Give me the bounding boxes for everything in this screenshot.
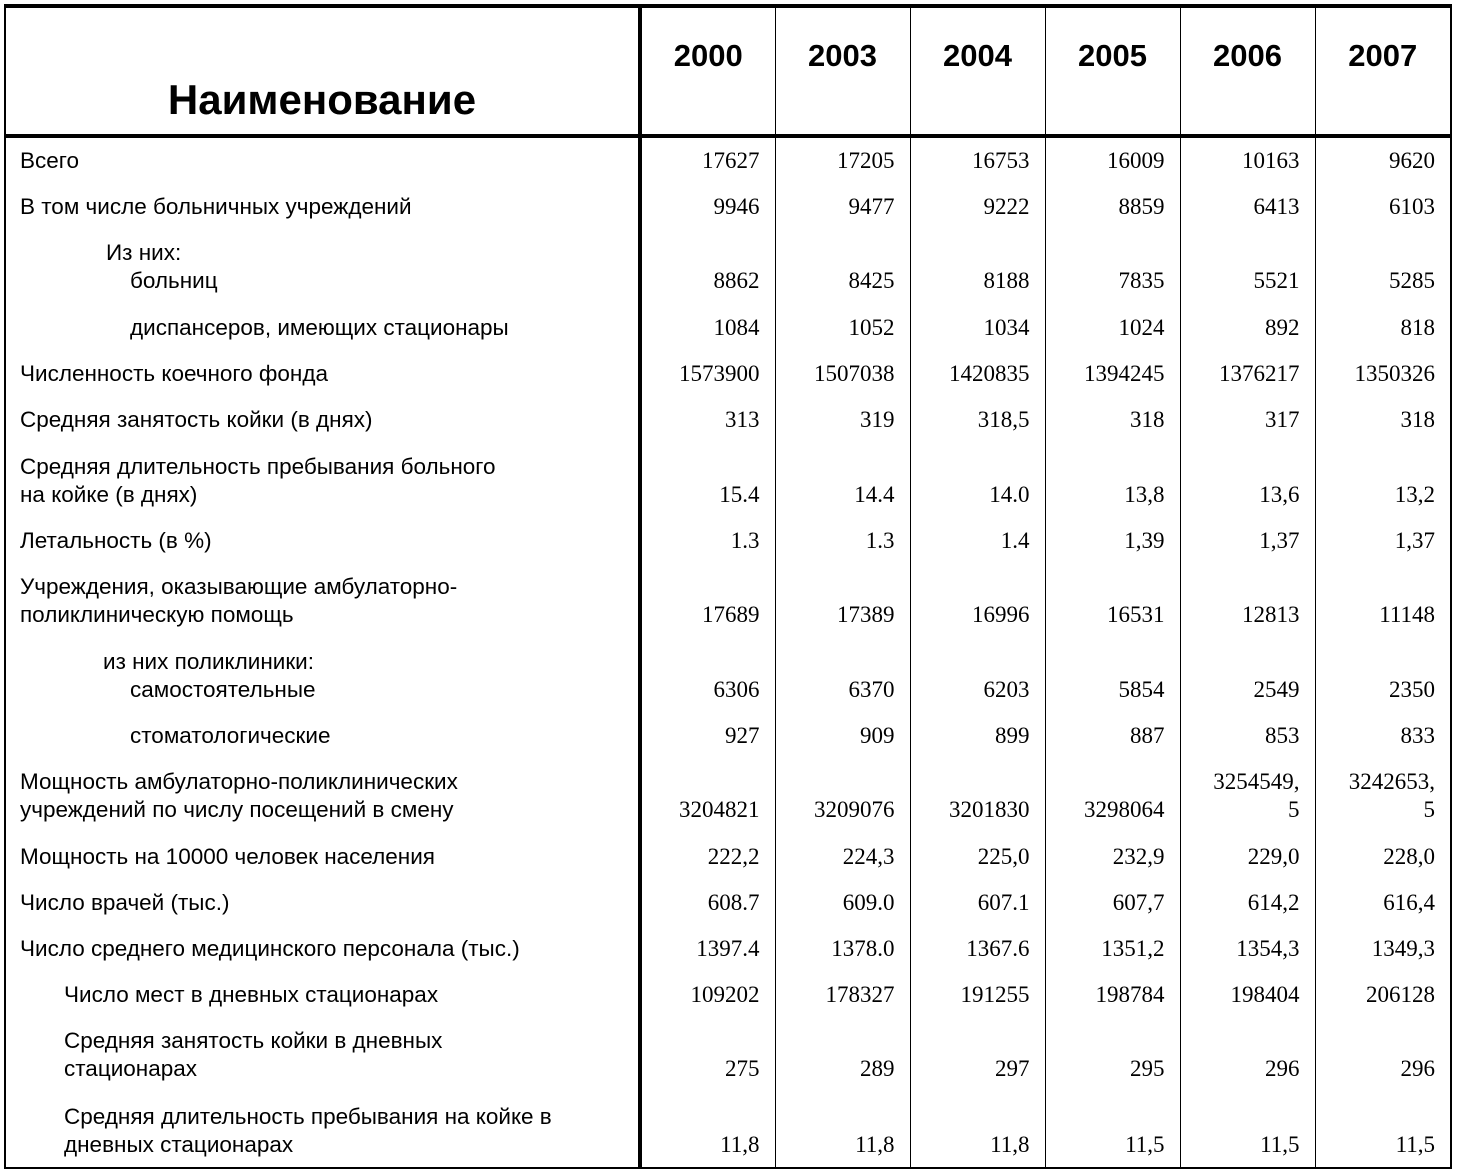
table-cell: 11,5 bbox=[1045, 1091, 1180, 1168]
table-cell bbox=[1315, 758, 1451, 832]
table-cell: 191255 bbox=[910, 971, 1045, 1017]
table-cell: 616,4 bbox=[1383, 890, 1435, 915]
row-label: Число среднего медицинского персонала (тыс.) bbox=[5, 925, 640, 971]
table-row bbox=[5, 563, 1451, 637]
table-cell: 909 bbox=[775, 712, 910, 758]
table-row bbox=[5, 1091, 1451, 1168]
table-cell: 198404 bbox=[1180, 971, 1315, 1017]
table-cell: 609.0 bbox=[775, 879, 910, 925]
year-header-2007: 2007 bbox=[1315, 6, 1451, 136]
table-cell: 296 bbox=[1180, 1017, 1315, 1091]
table-cell: 11,5 bbox=[1180, 1091, 1315, 1168]
table-cell: 17689 bbox=[640, 563, 775, 637]
table-row bbox=[5, 442, 1451, 517]
table-cell: 1.4 bbox=[910, 517, 1045, 563]
table-cell: 608.7 bbox=[640, 879, 775, 925]
year-header-2003: 2003 bbox=[775, 6, 910, 136]
row-label-main: больниц bbox=[130, 268, 218, 293]
row-label-line-1: Средняя длительность пребывания на койке в bbox=[64, 1104, 552, 1129]
table-cell: 3209076 bbox=[775, 758, 910, 832]
row-label: Всего bbox=[5, 136, 640, 183]
table-cell: 16996 bbox=[910, 563, 1045, 637]
table-cell: 17627 bbox=[640, 136, 775, 183]
table-cell: 319 bbox=[775, 396, 910, 442]
table-cell: 225,0 bbox=[910, 832, 1045, 879]
table-cell: 614,2 bbox=[1180, 879, 1315, 925]
table-cell: 1367.6 bbox=[910, 925, 1045, 971]
table-cell: 1397.4 bbox=[640, 925, 775, 971]
table-cell: 10163 bbox=[1180, 136, 1315, 183]
table-cell: 198784 bbox=[1045, 971, 1180, 1017]
table-cell: 818 bbox=[1400, 315, 1435, 340]
table-cell: 224,3 bbox=[775, 832, 910, 879]
table-cell: 222,2 bbox=[640, 832, 775, 879]
table-cell: 275 bbox=[640, 1017, 775, 1091]
table-cell: 109202 bbox=[640, 971, 775, 1017]
table-cell: 17205 bbox=[775, 136, 910, 183]
row-label-line-2: на койке (в днях) bbox=[20, 482, 198, 507]
cell-value-line-2: 5 bbox=[1288, 797, 1300, 822]
table-row bbox=[5, 136, 1451, 183]
table-cell: 11,8 bbox=[910, 1091, 1045, 1168]
table-cell: 6370 bbox=[775, 637, 910, 712]
table-cell: 295 bbox=[1045, 1017, 1180, 1091]
table-row bbox=[5, 350, 1451, 396]
table-cell: 6103 bbox=[1389, 194, 1435, 219]
table-cell: 313 bbox=[640, 396, 775, 442]
row-label: Число врачей (тыс.) bbox=[5, 879, 640, 925]
year-header-2004: 2004 bbox=[910, 6, 1045, 136]
table-cell: 9222 bbox=[910, 183, 1045, 229]
table-cell: 13,6 bbox=[1180, 442, 1315, 517]
table-cell: 17389 bbox=[775, 563, 910, 637]
cell-value-line-2: 5 bbox=[1423, 797, 1435, 822]
cell-value-line-1: 3242653, bbox=[1348, 769, 1435, 794]
row-label-line-2: учреждений по числу посещений в смену bbox=[20, 797, 454, 822]
table-row bbox=[5, 1017, 1451, 1091]
table-row bbox=[5, 183, 1451, 229]
table-cell: 317 bbox=[1180, 396, 1315, 442]
row-label-prefix: Из них: bbox=[106, 240, 182, 265]
table-cell: 853 bbox=[1180, 712, 1315, 758]
row-label-main: самостоятельные bbox=[130, 677, 316, 702]
table-cell: 232,9 bbox=[1045, 832, 1180, 879]
table-row bbox=[5, 396, 1451, 442]
table-cell: 1.3 bbox=[775, 517, 910, 563]
table-cell: 1573900 bbox=[640, 350, 775, 396]
table-cell: 16753 bbox=[910, 136, 1045, 183]
table-cell: 6203 bbox=[910, 637, 1045, 712]
table-cell: 11,5 bbox=[1395, 1132, 1435, 1157]
table-cell: 1394245 bbox=[1045, 350, 1180, 396]
row-label-prefix: из них поликлиники: bbox=[103, 649, 314, 674]
table-cell bbox=[1180, 758, 1315, 832]
row-label-line-2: дневных стационарах bbox=[64, 1132, 294, 1157]
table-cell: 1034 bbox=[910, 303, 1045, 350]
table-cell: 1507038 bbox=[775, 350, 910, 396]
table-cell: 289 bbox=[775, 1017, 910, 1091]
table-cell: 297 bbox=[910, 1017, 1045, 1091]
table-cell: 1084 bbox=[640, 303, 775, 350]
table-row bbox=[5, 303, 1451, 350]
table-cell: 927 bbox=[640, 712, 775, 758]
cell-value-line-1: 3254549, bbox=[1213, 769, 1300, 794]
table-cell: 318 bbox=[1400, 407, 1435, 432]
table-cell: 1,39 bbox=[1045, 517, 1180, 563]
row-label bbox=[5, 229, 640, 303]
table-cell: 11,8 bbox=[775, 1091, 910, 1168]
name-column-header: Наименование bbox=[5, 6, 640, 136]
table-row bbox=[5, 517, 1451, 563]
row-label-line-1: Средняя занятость койки в дневных bbox=[64, 1028, 443, 1053]
table-cell: 16009 bbox=[1045, 136, 1180, 183]
table-cell: 5285 bbox=[1389, 268, 1435, 293]
table-cell: 13,2 bbox=[1394, 482, 1435, 507]
table-cell: 318 bbox=[1045, 396, 1180, 442]
table-cell: 11,8 bbox=[640, 1091, 775, 1168]
table-cell: 1350326 bbox=[1354, 361, 1435, 386]
statistics-table bbox=[4, 4, 1452, 1169]
table-cell: 1,37 bbox=[1180, 517, 1315, 563]
table-cell: 228,0 bbox=[1383, 844, 1435, 869]
table-cell: 2549 bbox=[1180, 637, 1315, 712]
table-cell: 1349,3 bbox=[1371, 936, 1435, 961]
row-label bbox=[5, 1017, 640, 1091]
year-header-2000: 2000 bbox=[640, 6, 775, 136]
row-label-line-1: Учреждения, оказывающие амбулаторно- bbox=[20, 574, 458, 599]
table-cell: 296 bbox=[1400, 1056, 1435, 1081]
table-cell: 15.4 bbox=[640, 442, 775, 517]
table-cell: 8862 bbox=[640, 229, 775, 303]
row-label bbox=[5, 563, 640, 637]
table-cell: 229,0 bbox=[1180, 832, 1315, 879]
row-label-line-2: поликлиническую помощь bbox=[20, 602, 294, 627]
row-label: В том числе больничных учреждений bbox=[5, 183, 640, 229]
table-cell: 3204821 bbox=[640, 758, 775, 832]
row-label-line-1: Средняя длительность пребывания больного bbox=[20, 454, 496, 479]
table-cell: 5854 bbox=[1045, 637, 1180, 712]
table-cell: 8859 bbox=[1045, 183, 1180, 229]
table-cell: 1351,2 bbox=[1045, 925, 1180, 971]
year-header-2005: 2005 bbox=[1045, 6, 1180, 136]
table-cell: 6306 bbox=[640, 637, 775, 712]
table-cell: 607,7 bbox=[1045, 879, 1180, 925]
table-cell: 892 bbox=[1180, 303, 1315, 350]
table-cell: 1052 bbox=[775, 303, 910, 350]
row-label bbox=[5, 637, 640, 712]
table-cell: 6413 bbox=[1180, 183, 1315, 229]
table-cell: 9620 bbox=[1389, 148, 1435, 173]
table-cell: 206128 bbox=[1366, 982, 1435, 1007]
row-label: Средняя занятость койки (в днях) bbox=[5, 396, 640, 442]
row-label-line-1: Мощность амбулаторно-поликлинических bbox=[20, 769, 458, 794]
table-row bbox=[5, 712, 1451, 758]
table-cell: 887 bbox=[1045, 712, 1180, 758]
table-row bbox=[5, 637, 1451, 712]
table-cell: 8425 bbox=[775, 229, 910, 303]
table-cell: 16531 bbox=[1045, 563, 1180, 637]
table-cell: 13,8 bbox=[1045, 442, 1180, 517]
table-cell: 7835 bbox=[1045, 229, 1180, 303]
table-row bbox=[5, 832, 1451, 879]
table-cell: 3298064 bbox=[1045, 758, 1180, 832]
table-cell: 607.1 bbox=[910, 879, 1045, 925]
table-cell: 1354,3 bbox=[1180, 925, 1315, 971]
table-cell: 14.0 bbox=[910, 442, 1045, 517]
row-label-line-2: стационарах bbox=[64, 1056, 198, 1081]
table-cell: 1420835 bbox=[910, 350, 1045, 396]
table-cell: 318,5 bbox=[910, 396, 1045, 442]
table-row bbox=[5, 925, 1451, 971]
row-label: Число мест в дневных стационарах bbox=[5, 971, 640, 1017]
table-cell: 9946 bbox=[640, 183, 775, 229]
row-label: Численность коечного фонда bbox=[5, 350, 640, 396]
table-cell: 8188 bbox=[910, 229, 1045, 303]
table-row bbox=[5, 971, 1451, 1017]
header-row bbox=[5, 6, 1451, 136]
table-cell: 899 bbox=[910, 712, 1045, 758]
table-cell: 1378.0 bbox=[775, 925, 910, 971]
row-label: Мощность на 10000 человек населения bbox=[5, 832, 640, 879]
table-cell: 3201830 bbox=[910, 758, 1045, 832]
table-cell: 1.3 bbox=[640, 517, 775, 563]
table-cell: 12813 bbox=[1180, 563, 1315, 637]
table-cell: 9477 bbox=[775, 183, 910, 229]
table-row bbox=[5, 758, 1451, 832]
table-cell: 833 bbox=[1400, 723, 1435, 748]
row-label bbox=[5, 442, 640, 517]
table-cell: 178327 bbox=[775, 971, 910, 1017]
row-label: диспансеров, имеющих стационары bbox=[5, 303, 640, 350]
table-cell: 1024 bbox=[1045, 303, 1180, 350]
row-label bbox=[5, 758, 640, 832]
table-cell: 1,37 bbox=[1394, 528, 1435, 553]
table-cell: 2350 bbox=[1389, 677, 1435, 702]
row-label: стоматологические bbox=[5, 712, 640, 758]
table-cell: 1376217 bbox=[1180, 350, 1315, 396]
row-label bbox=[5, 1091, 640, 1168]
row-label: Летальность (в %) bbox=[5, 517, 640, 563]
table-row bbox=[5, 229, 1451, 303]
table-cell: 11148 bbox=[1379, 602, 1435, 627]
year-header-2006: 2006 bbox=[1180, 6, 1315, 136]
table-cell: 5521 bbox=[1180, 229, 1315, 303]
table-row bbox=[5, 879, 1451, 925]
table-cell: 14.4 bbox=[775, 442, 910, 517]
